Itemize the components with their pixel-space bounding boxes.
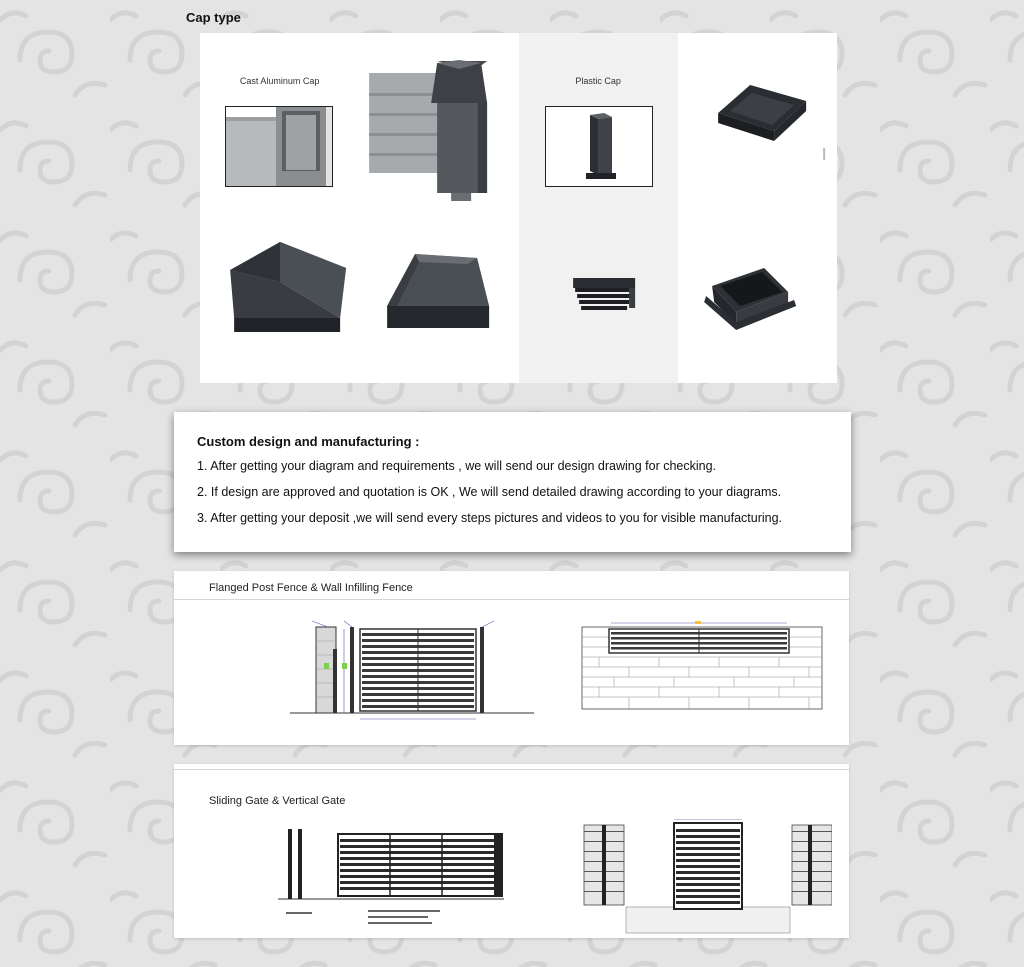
sliding-gate-drawing bbox=[272, 824, 512, 934]
custom-design-title: Custom design and manufacturing : bbox=[197, 434, 420, 449]
plastic-cap-label: Plastic Cap bbox=[575, 76, 621, 86]
post-with-cap-photo bbox=[359, 33, 518, 208]
sliding-gate-title: Sliding Gate & Vertical Gate bbox=[209, 795, 346, 807]
cap-image-grid bbox=[200, 33, 837, 383]
wall-infill-drawing bbox=[579, 621, 829, 713]
custom-design-card bbox=[174, 412, 851, 552]
tall-post-photo bbox=[545, 106, 653, 187]
sliding-gate-panel bbox=[174, 764, 849, 938]
open-post-photo bbox=[225, 106, 333, 187]
flanged-post-title: Flanged Post Fence & Wall Infilling Fence bbox=[209, 582, 413, 594]
design-step-2: 2. If design are approved and quotation is OK , We will send detailed drawing according to your diagrams. bbox=[197, 485, 782, 499]
flanged-post-panel bbox=[174, 571, 849, 745]
flanged-fence-drawing bbox=[284, 611, 544, 721]
panel-divider bbox=[174, 769, 849, 770]
square-plastic-cap-photo bbox=[678, 33, 837, 208]
cast-aluminum-cap-cell bbox=[200, 33, 359, 208]
design-step-1: 1. After getting your diagram and requirements , we will send our design drawing for checking. bbox=[197, 459, 717, 473]
cap-type-heading: Cap type bbox=[186, 10, 241, 25]
plastic-cap-cell bbox=[519, 33, 678, 208]
panel-divider bbox=[174, 599, 849, 600]
ribbed-insert-cap-photo bbox=[519, 208, 678, 383]
square-flanged-cap-photo bbox=[678, 208, 837, 383]
vertical-gate-drawing bbox=[582, 819, 832, 937]
cast-aluminum-cap-label: Cast Aluminum Cap bbox=[239, 76, 320, 86]
design-step-3: 3. After getting your deposit ,we will send every steps pictures and videos to you for visible manufacturing. bbox=[197, 511, 783, 525]
pyramid-cap-photo bbox=[200, 208, 359, 383]
flat-top-cap-photo bbox=[359, 208, 518, 383]
